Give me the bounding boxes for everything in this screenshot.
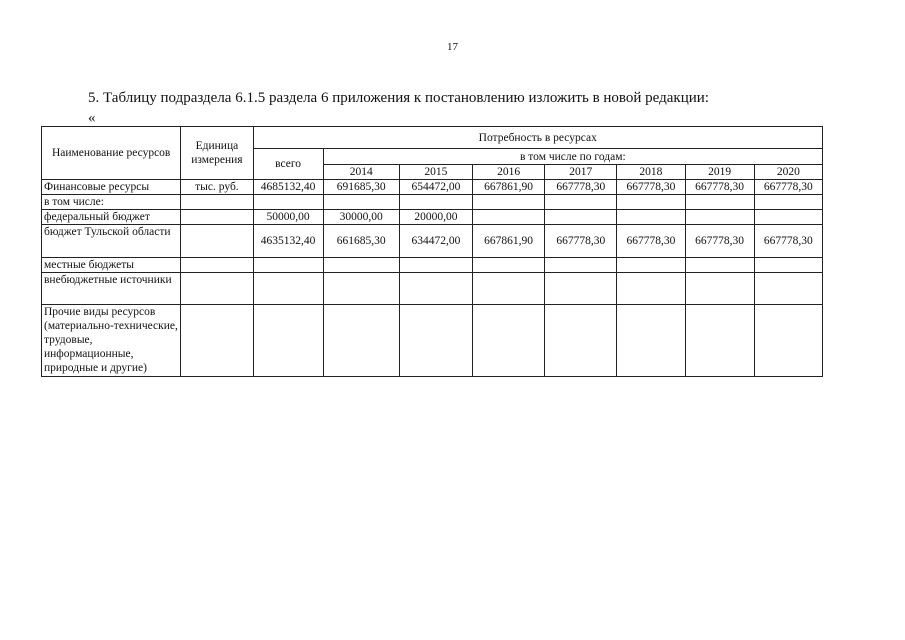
row-year-value: 667778,30 [754, 225, 822, 258]
header-need: Потребность в ресурсах [253, 127, 823, 149]
row-year-value: 691685,30 [323, 180, 399, 195]
table-body [42, 180, 823, 377]
row-year-value [323, 305, 399, 377]
row-year-value [399, 305, 472, 377]
row-year-value [323, 195, 399, 210]
row-year-value [617, 210, 685, 225]
header-unit: Единица измерения [181, 127, 253, 180]
row-year-value [685, 273, 754, 305]
row-year-value: 20000,00 [399, 210, 472, 225]
row-year-value: 667778,30 [545, 180, 617, 195]
row-year-value [617, 305, 685, 377]
year-header: 2017 [545, 165, 617, 180]
table-row [42, 258, 823, 273]
resources-table [41, 126, 823, 377]
row-unit [181, 305, 253, 377]
year-header: 2015 [399, 165, 472, 180]
row-year-value: 654472,00 [399, 180, 472, 195]
row-year-value [754, 210, 822, 225]
header-name: Наименование ресурсов [42, 127, 181, 180]
table-row [42, 195, 823, 210]
row-year-value [323, 273, 399, 305]
row-total [253, 258, 323, 273]
table-row [42, 305, 823, 377]
header-by-years: в том числе по годам: [323, 149, 822, 165]
row-name: Прочие виды ресурсов (материально-технические, трудовые, информационные, природные и другие) [42, 305, 181, 377]
row-year-value [754, 258, 822, 273]
row-year-value: 667778,30 [685, 180, 754, 195]
row-total: 4635132,40 [253, 225, 323, 258]
row-year-value: 667778,30 [545, 225, 617, 258]
row-year-value [617, 273, 685, 305]
row-year-value [685, 305, 754, 377]
row-year-value [685, 195, 754, 210]
row-year-value [473, 258, 545, 273]
row-name: бюджет Тульской области [42, 225, 181, 258]
row-unit [181, 258, 253, 273]
row-year-value [473, 210, 545, 225]
row-year-value [754, 273, 822, 305]
row-year-value [399, 273, 472, 305]
row-year-value: 667778,30 [754, 180, 822, 195]
table-row [42, 273, 823, 305]
row-year-value [545, 210, 617, 225]
row-year-value [473, 305, 545, 377]
row-year-value [685, 258, 754, 273]
row-year-value [617, 195, 685, 210]
row-year-value [685, 210, 754, 225]
row-total [253, 273, 323, 305]
table-row [42, 225, 823, 258]
row-year-value [545, 195, 617, 210]
year-header: 2016 [473, 165, 545, 180]
header-total: всего [253, 149, 323, 180]
row-year-value [473, 195, 545, 210]
row-year-value: 30000,00 [323, 210, 399, 225]
row-year-value [545, 305, 617, 377]
row-year-value: 667861,90 [473, 180, 545, 195]
row-name: федеральный бюджет [42, 210, 181, 225]
row-year-value [473, 273, 545, 305]
year-header: 2014 [323, 165, 399, 180]
row-total: 50000,00 [253, 210, 323, 225]
year-header: 2020 [754, 165, 822, 180]
row-year-value [399, 258, 472, 273]
row-year-value: 667778,30 [617, 225, 685, 258]
row-unit [181, 273, 253, 305]
row-year-value [399, 195, 472, 210]
row-unit [181, 225, 253, 258]
year-header: 2018 [617, 165, 685, 180]
row-unit [181, 195, 253, 210]
table-header [42, 127, 823, 180]
row-name: местные бюджеты [42, 258, 181, 273]
row-year-value [617, 258, 685, 273]
row-unit [181, 210, 253, 225]
row-total [253, 195, 323, 210]
row-year-value: 667778,30 [617, 180, 685, 195]
row-year-value [754, 195, 822, 210]
page-number: 17 [447, 41, 458, 53]
opening-quote: « [88, 110, 96, 126]
row-year-value [545, 273, 617, 305]
row-year-value [323, 258, 399, 273]
row-name: Финансовые ресурсы [42, 180, 181, 195]
row-name: в том числе: [42, 195, 181, 210]
row-total [253, 305, 323, 377]
table-row [42, 180, 823, 195]
row-year-value: 661685,30 [323, 225, 399, 258]
row-year-value: 667778,30 [685, 225, 754, 258]
row-year-value [754, 305, 822, 377]
row-total: 4685132,40 [253, 180, 323, 195]
row-year-value: 634472,00 [399, 225, 472, 258]
row-name: внебюджетные источники [42, 273, 181, 305]
row-unit: тыс. руб. [181, 180, 253, 195]
row-year-value [545, 258, 617, 273]
row-year-value: 667861,90 [473, 225, 545, 258]
year-header: 2019 [685, 165, 754, 180]
section-heading: 5. Таблицу подраздела 6.1.5 раздела 6 приложения к постановлению изложить в новой редакции: [88, 90, 709, 106]
table-row [42, 210, 823, 225]
